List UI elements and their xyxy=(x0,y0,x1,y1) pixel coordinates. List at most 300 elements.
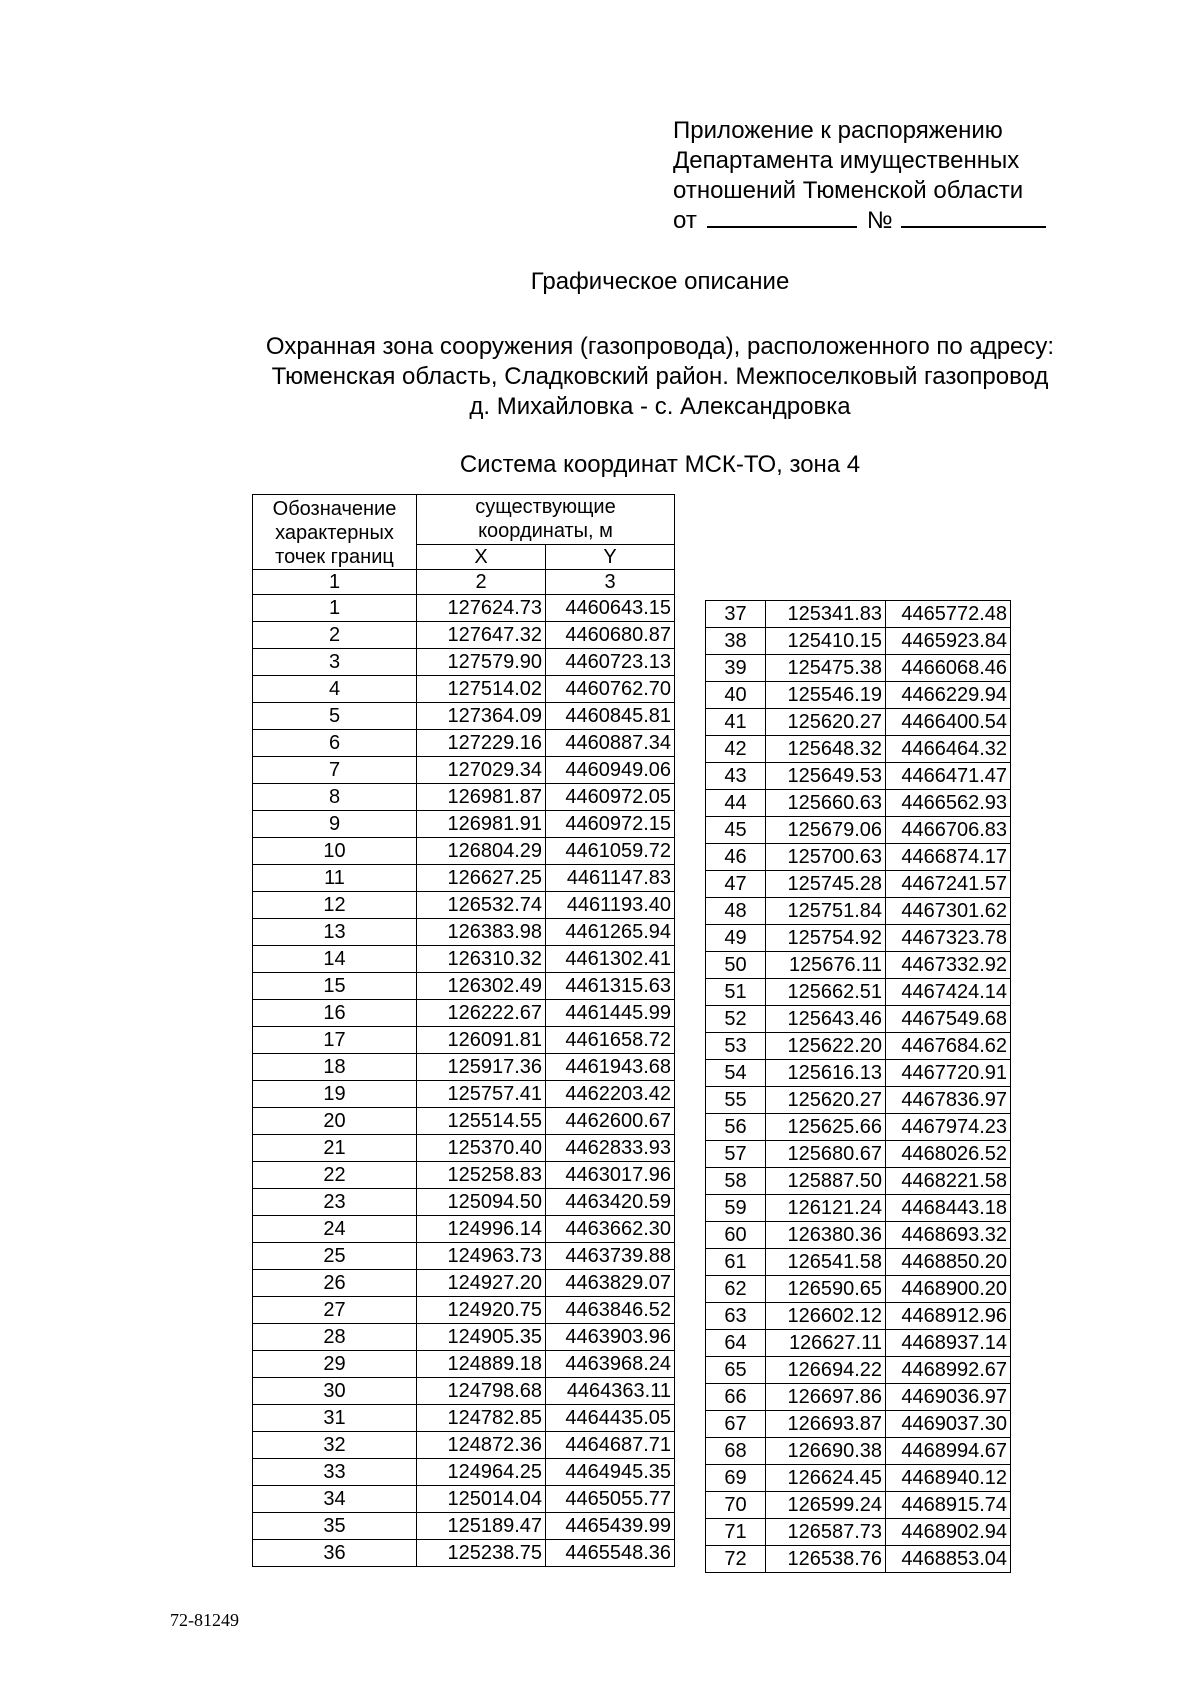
point-number-cell: 29 xyxy=(253,1351,417,1378)
table-row xyxy=(706,1195,1011,1222)
x-coordinate-cell: 126587.73 xyxy=(766,1519,886,1546)
table-row xyxy=(706,1087,1011,1114)
point-number-cell: 46 xyxy=(706,844,766,871)
y-coordinate-cell: 4466464.32 xyxy=(886,736,1011,763)
y-coordinate-cell: 4468937.14 xyxy=(886,1330,1011,1357)
table-row xyxy=(253,1243,675,1270)
point-number-cell: 30 xyxy=(253,1378,417,1405)
point-number-cell: 55 xyxy=(706,1087,766,1114)
point-number-cell: 24 xyxy=(253,1216,417,1243)
point-number-cell: 38 xyxy=(706,628,766,655)
x-coordinate-cell: 126694.22 xyxy=(766,1357,886,1384)
table-row xyxy=(706,736,1011,763)
point-number-cell: 16 xyxy=(253,1000,417,1027)
table-row xyxy=(253,1540,675,1567)
table-row xyxy=(706,1546,1011,1573)
x-coordinate-cell: 126602.12 xyxy=(766,1303,886,1330)
subject-line-2: Тюменская область, Сладковский район. Межпоселковый газопровод xyxy=(271,363,1049,390)
x-coordinate-cell: 124963.73 xyxy=(417,1243,546,1270)
y-coordinate-cell: 4463017.96 xyxy=(546,1162,675,1189)
x-coordinate-cell: 124782.85 xyxy=(417,1405,546,1432)
table-row xyxy=(253,946,675,973)
point-number-cell: 66 xyxy=(706,1384,766,1411)
x-coordinate-cell: 127514.02 xyxy=(417,676,546,703)
x-coordinate-cell: 126532.74 xyxy=(417,892,546,919)
y-coordinate-cell: 4467836.97 xyxy=(886,1087,1011,1114)
header-x: X xyxy=(417,544,546,569)
table-row xyxy=(253,1513,675,1540)
y-coordinate-cell: 4467720.91 xyxy=(886,1060,1011,1087)
table-row xyxy=(253,622,675,649)
point-number-cell: 40 xyxy=(706,682,766,709)
table-header-row xyxy=(253,495,675,545)
x-coordinate-cell: 127029.34 xyxy=(417,757,546,784)
y-coordinate-cell: 4460680.87 xyxy=(546,622,675,649)
table-row xyxy=(253,1027,675,1054)
x-coordinate-cell: 125546.19 xyxy=(766,682,886,709)
table-row xyxy=(706,601,1011,628)
date-blank-field xyxy=(707,206,857,228)
y-coordinate-cell: 4463739.88 xyxy=(546,1243,675,1270)
y-coordinate-cell: 4467974.23 xyxy=(886,1114,1011,1141)
x-coordinate-cell: 125660.63 xyxy=(766,790,886,817)
point-number-cell: 48 xyxy=(706,898,766,925)
table-row xyxy=(706,1438,1011,1465)
table-row xyxy=(706,952,1011,979)
table-row xyxy=(253,1270,675,1297)
appendix-header xyxy=(673,116,1046,236)
table-row xyxy=(706,1465,1011,1492)
table-column-numbers-row xyxy=(253,570,675,595)
point-number-cell: 42 xyxy=(706,736,766,763)
x-coordinate-cell: 125676.11 xyxy=(766,952,886,979)
table-row xyxy=(706,763,1011,790)
point-number-cell: 6 xyxy=(253,730,417,757)
y-coordinate-cell: 4465772.48 xyxy=(886,601,1011,628)
y-coordinate-cell: 4466068.46 xyxy=(886,655,1011,682)
column-number-2: 2 xyxy=(417,570,546,595)
x-coordinate-cell: 125616.13 xyxy=(766,1060,886,1087)
y-coordinate-cell: 4466874.17 xyxy=(886,844,1011,871)
y-coordinate-cell: 4463420.59 xyxy=(546,1189,675,1216)
y-coordinate-cell: 4461193.40 xyxy=(546,892,675,919)
number-label: № xyxy=(866,207,893,234)
y-coordinate-cell: 4468221.58 xyxy=(886,1168,1011,1195)
x-coordinate-cell: 126121.24 xyxy=(766,1195,886,1222)
x-coordinate-cell: 124889.18 xyxy=(417,1351,546,1378)
y-coordinate-cell: 4465439.99 xyxy=(546,1513,675,1540)
x-coordinate-cell: 125649.53 xyxy=(766,763,886,790)
document-number: 72-81249 xyxy=(170,1610,239,1630)
x-coordinate-cell: 126981.87 xyxy=(417,784,546,811)
x-coordinate-cell: 125648.32 xyxy=(766,736,886,763)
table-row xyxy=(706,1492,1011,1519)
x-coordinate-cell: 127647.32 xyxy=(417,622,546,649)
table-row xyxy=(706,1006,1011,1033)
coordinates-table-right xyxy=(705,600,1011,1573)
y-coordinate-cell: 4461302.41 xyxy=(546,946,675,973)
point-number-cell: 71 xyxy=(706,1519,766,1546)
x-coordinate-cell: 125700.63 xyxy=(766,844,886,871)
y-coordinate-cell: 4464363.11 xyxy=(546,1378,675,1405)
point-number-cell: 70 xyxy=(706,1492,766,1519)
table-row xyxy=(253,1297,675,1324)
point-number-cell: 56 xyxy=(706,1114,766,1141)
table-row xyxy=(706,1276,1011,1303)
x-coordinate-cell: 126383.98 xyxy=(417,919,546,946)
header-coords: существующие координаты, м xyxy=(417,495,675,545)
y-coordinate-cell: 4461315.63 xyxy=(546,973,675,1000)
table-row xyxy=(253,1432,675,1459)
y-coordinate-cell: 4466229.94 xyxy=(886,682,1011,709)
x-coordinate-cell: 126599.24 xyxy=(766,1492,886,1519)
x-coordinate-cell: 126538.76 xyxy=(766,1546,886,1573)
table-row xyxy=(253,1189,675,1216)
table-row xyxy=(706,682,1011,709)
y-coordinate-cell: 4461658.72 xyxy=(546,1027,675,1054)
point-number-cell: 34 xyxy=(253,1486,417,1513)
point-number-cell: 44 xyxy=(706,790,766,817)
x-coordinate-cell: 125757.41 xyxy=(417,1081,546,1108)
x-coordinate-cell: 125754.92 xyxy=(766,925,886,952)
x-coordinate-cell: 126627.11 xyxy=(766,1330,886,1357)
x-coordinate-cell: 125887.50 xyxy=(766,1168,886,1195)
table-row xyxy=(253,1486,675,1513)
x-coordinate-cell: 124920.75 xyxy=(417,1297,546,1324)
x-coordinate-cell: 125514.55 xyxy=(417,1108,546,1135)
point-number-cell: 60 xyxy=(706,1222,766,1249)
table-row xyxy=(253,730,675,757)
table-row xyxy=(706,1330,1011,1357)
table-row xyxy=(706,925,1011,952)
point-number-cell: 14 xyxy=(253,946,417,973)
point-number-cell: 25 xyxy=(253,1243,417,1270)
y-coordinate-cell: 4461147.83 xyxy=(546,865,675,892)
y-coordinate-cell: 4468850.20 xyxy=(886,1249,1011,1276)
table-row xyxy=(706,1411,1011,1438)
point-number-cell: 12 xyxy=(253,892,417,919)
table-row xyxy=(706,1384,1011,1411)
y-coordinate-cell: 4468902.94 xyxy=(886,1519,1011,1546)
table-row xyxy=(253,757,675,784)
y-coordinate-cell: 4469036.97 xyxy=(886,1384,1011,1411)
appendix-date-number-line xyxy=(673,206,1046,236)
point-number-cell: 1 xyxy=(253,595,417,622)
point-number-cell: 11 xyxy=(253,865,417,892)
table-row xyxy=(253,1378,675,1405)
table-row xyxy=(706,709,1011,736)
y-coordinate-cell: 4460949.06 xyxy=(546,757,675,784)
y-coordinate-cell: 4461059.72 xyxy=(546,838,675,865)
y-coordinate-cell: 4466400.54 xyxy=(886,709,1011,736)
y-coordinate-cell: 4467549.68 xyxy=(886,1006,1011,1033)
x-coordinate-cell: 126693.87 xyxy=(766,1411,886,1438)
appendix-line-1: Приложение к распоряжению xyxy=(673,117,1003,144)
y-coordinate-cell: 4468994.67 xyxy=(886,1438,1011,1465)
table-row xyxy=(253,892,675,919)
x-coordinate-cell: 125475.38 xyxy=(766,655,886,682)
x-coordinate-cell: 125620.27 xyxy=(766,1087,886,1114)
y-coordinate-cell: 4468693.32 xyxy=(886,1222,1011,1249)
point-number-cell: 8 xyxy=(253,784,417,811)
table-row xyxy=(706,1060,1011,1087)
point-number-cell: 51 xyxy=(706,979,766,1006)
table-row xyxy=(253,1000,675,1027)
x-coordinate-cell: 125745.28 xyxy=(766,871,886,898)
x-coordinate-cell: 125410.15 xyxy=(766,628,886,655)
y-coordinate-cell: 4461943.68 xyxy=(546,1054,675,1081)
table-row xyxy=(706,1519,1011,1546)
y-coordinate-cell: 4460887.34 xyxy=(546,730,675,757)
point-number-cell: 3 xyxy=(253,649,417,676)
point-number-cell: 63 xyxy=(706,1303,766,1330)
x-coordinate-cell: 125679.06 xyxy=(766,817,886,844)
table-row xyxy=(706,1114,1011,1141)
x-coordinate-cell: 126222.67 xyxy=(417,1000,546,1027)
y-coordinate-cell: 4460972.15 xyxy=(546,811,675,838)
point-number-cell: 19 xyxy=(253,1081,417,1108)
point-number-cell: 69 xyxy=(706,1465,766,1492)
point-number-cell: 27 xyxy=(253,1297,417,1324)
y-coordinate-cell: 4463903.96 xyxy=(546,1324,675,1351)
y-coordinate-cell: 4468912.96 xyxy=(886,1303,1011,1330)
point-number-cell: 20 xyxy=(253,1108,417,1135)
point-number-cell: 68 xyxy=(706,1438,766,1465)
point-number-cell: 37 xyxy=(706,601,766,628)
x-coordinate-cell: 126804.29 xyxy=(417,838,546,865)
x-coordinate-cell: 125917.36 xyxy=(417,1054,546,1081)
y-coordinate-cell: 4460845.81 xyxy=(546,703,675,730)
y-coordinate-cell: 4468443.18 xyxy=(886,1195,1011,1222)
x-coordinate-cell: 126310.32 xyxy=(417,946,546,973)
coordinates-table-left xyxy=(252,494,675,1567)
point-number-cell: 47 xyxy=(706,871,766,898)
y-coordinate-cell: 4464945.35 xyxy=(546,1459,675,1486)
y-coordinate-cell: 4463846.52 xyxy=(546,1297,675,1324)
point-number-cell: 13 xyxy=(253,919,417,946)
point-number-cell: 35 xyxy=(253,1513,417,1540)
table-row xyxy=(253,1054,675,1081)
x-coordinate-cell: 127229.16 xyxy=(417,730,546,757)
y-coordinate-cell: 4467241.57 xyxy=(886,871,1011,898)
x-coordinate-cell: 126697.86 xyxy=(766,1384,886,1411)
number-blank-field xyxy=(901,206,1046,228)
x-coordinate-cell: 124996.14 xyxy=(417,1216,546,1243)
table-row xyxy=(253,1459,675,1486)
y-coordinate-cell: 4466706.83 xyxy=(886,817,1011,844)
y-coordinate-cell: 4468992.67 xyxy=(886,1357,1011,1384)
table-row xyxy=(253,1162,675,1189)
x-coordinate-cell: 125643.46 xyxy=(766,1006,886,1033)
column-number-3: 3 xyxy=(546,570,675,595)
y-coordinate-cell: 4467332.92 xyxy=(886,952,1011,979)
y-coordinate-cell: 4465923.84 xyxy=(886,628,1011,655)
point-number-cell: 61 xyxy=(706,1249,766,1276)
point-number-cell: 10 xyxy=(253,838,417,865)
y-coordinate-cell: 4464435.05 xyxy=(546,1405,675,1432)
table-row xyxy=(253,1324,675,1351)
y-coordinate-cell: 4468026.52 xyxy=(886,1141,1011,1168)
table-row xyxy=(706,1303,1011,1330)
x-coordinate-cell: 124927.20 xyxy=(417,1270,546,1297)
point-number-cell: 36 xyxy=(253,1540,417,1567)
table-row xyxy=(253,1081,675,1108)
point-number-cell: 15 xyxy=(253,973,417,1000)
x-coordinate-cell: 125625.66 xyxy=(766,1114,886,1141)
table-row xyxy=(706,1357,1011,1384)
y-coordinate-cell: 4467323.78 xyxy=(886,925,1011,952)
y-coordinate-cell: 4460723.13 xyxy=(546,649,675,676)
point-number-cell: 64 xyxy=(706,1330,766,1357)
point-number-cell: 72 xyxy=(706,1546,766,1573)
x-coordinate-cell: 125094.50 xyxy=(417,1189,546,1216)
table-row xyxy=(706,844,1011,871)
y-coordinate-cell: 4463662.30 xyxy=(546,1216,675,1243)
point-number-cell: 39 xyxy=(706,655,766,682)
x-coordinate-cell: 127624.73 xyxy=(417,595,546,622)
x-coordinate-cell: 126690.38 xyxy=(766,1438,886,1465)
document-title: Графическое описание xyxy=(530,268,790,295)
point-number-cell: 7 xyxy=(253,757,417,784)
table-row xyxy=(253,1135,675,1162)
x-coordinate-cell: 125662.51 xyxy=(766,979,886,1006)
x-coordinate-cell: 126091.81 xyxy=(417,1027,546,1054)
x-coordinate-cell: 124872.36 xyxy=(417,1432,546,1459)
table-row xyxy=(253,865,675,892)
x-coordinate-cell: 125189.47 xyxy=(417,1513,546,1540)
y-coordinate-cell: 4467424.14 xyxy=(886,979,1011,1006)
y-coordinate-cell: 4468915.74 xyxy=(886,1492,1011,1519)
y-coordinate-cell: 4460643.15 xyxy=(546,595,675,622)
table-row xyxy=(253,973,675,1000)
point-number-cell: 9 xyxy=(253,811,417,838)
y-coordinate-cell: 4462203.42 xyxy=(546,1081,675,1108)
column-number-1: 1 xyxy=(253,570,417,595)
point-number-cell: 32 xyxy=(253,1432,417,1459)
point-number-cell: 52 xyxy=(706,1006,766,1033)
y-coordinate-cell: 4466562.93 xyxy=(886,790,1011,817)
y-coordinate-cell: 4460972.05 xyxy=(546,784,675,811)
point-number-cell: 65 xyxy=(706,1357,766,1384)
x-coordinate-cell: 125238.75 xyxy=(417,1540,546,1567)
x-coordinate-cell: 126627.25 xyxy=(417,865,546,892)
point-number-cell: 33 xyxy=(253,1459,417,1486)
x-coordinate-cell: 125680.67 xyxy=(766,1141,886,1168)
subject-description xyxy=(0,332,1200,422)
header-points: Обозначение характерных точек границ xyxy=(253,495,417,570)
x-coordinate-cell: 125751.84 xyxy=(766,898,886,925)
table-row xyxy=(706,1033,1011,1060)
y-coordinate-cell: 4469037.30 xyxy=(886,1411,1011,1438)
y-coordinate-cell: 4468853.04 xyxy=(886,1546,1011,1573)
point-number-cell: 67 xyxy=(706,1411,766,1438)
coordinate-system-label: Система координат МСК-ТО, зона 4 xyxy=(459,451,861,478)
y-coordinate-cell: 4463829.07 xyxy=(546,1270,675,1297)
point-number-cell: 28 xyxy=(253,1324,417,1351)
x-coordinate-cell: 126624.45 xyxy=(766,1465,886,1492)
x-coordinate-cell: 125341.83 xyxy=(766,601,886,628)
point-number-cell: 62 xyxy=(706,1276,766,1303)
y-coordinate-cell: 4468900.20 xyxy=(886,1276,1011,1303)
point-number-cell: 26 xyxy=(253,1270,417,1297)
y-coordinate-cell: 4465548.36 xyxy=(546,1540,675,1567)
point-number-cell: 54 xyxy=(706,1060,766,1087)
table-row xyxy=(706,1249,1011,1276)
x-coordinate-cell: 125370.40 xyxy=(417,1135,546,1162)
point-number-cell: 2 xyxy=(253,622,417,649)
table-row xyxy=(706,1222,1011,1249)
point-number-cell: 43 xyxy=(706,763,766,790)
table-row xyxy=(706,1141,1011,1168)
table-row xyxy=(253,1351,675,1378)
subject-line-3: д. Михайловка - с. Александровка xyxy=(469,393,851,420)
x-coordinate-cell: 126380.36 xyxy=(766,1222,886,1249)
point-number-cell: 57 xyxy=(706,1141,766,1168)
x-coordinate-cell: 126981.91 xyxy=(417,811,546,838)
table-row xyxy=(706,898,1011,925)
table-row xyxy=(253,1108,675,1135)
table-row xyxy=(253,919,675,946)
point-number-cell: 23 xyxy=(253,1189,417,1216)
table-row xyxy=(706,1168,1011,1195)
x-coordinate-cell: 126541.58 xyxy=(766,1249,886,1276)
point-number-cell: 45 xyxy=(706,817,766,844)
y-coordinate-cell: 4464687.71 xyxy=(546,1432,675,1459)
point-number-cell: 58 xyxy=(706,1168,766,1195)
table-row xyxy=(706,790,1011,817)
point-number-cell: 49 xyxy=(706,925,766,952)
x-coordinate-cell: 124798.68 xyxy=(417,1378,546,1405)
table-row xyxy=(253,649,675,676)
appendix-line-3: отношений Тюменской области xyxy=(673,177,1024,204)
y-coordinate-cell: 4463968.24 xyxy=(546,1351,675,1378)
table-row xyxy=(253,676,675,703)
table-row xyxy=(706,628,1011,655)
y-coordinate-cell: 4468940.12 xyxy=(886,1465,1011,1492)
y-coordinate-cell: 4467684.62 xyxy=(886,1033,1011,1060)
y-coordinate-cell: 4462600.67 xyxy=(546,1108,675,1135)
table-row xyxy=(253,1405,675,1432)
table-row xyxy=(253,838,675,865)
table-row xyxy=(706,871,1011,898)
y-coordinate-cell: 4466471.47 xyxy=(886,763,1011,790)
x-coordinate-cell: 127364.09 xyxy=(417,703,546,730)
table-row xyxy=(253,784,675,811)
x-coordinate-cell: 124905.35 xyxy=(417,1324,546,1351)
table-row xyxy=(253,595,675,622)
x-coordinate-cell: 127579.90 xyxy=(417,649,546,676)
point-number-cell: 50 xyxy=(706,952,766,979)
header-y: Y xyxy=(546,544,675,569)
y-coordinate-cell: 4461445.99 xyxy=(546,1000,675,1027)
y-coordinate-cell: 4462833.93 xyxy=(546,1135,675,1162)
table-row xyxy=(253,811,675,838)
table-row xyxy=(706,817,1011,844)
point-number-cell: 41 xyxy=(706,709,766,736)
x-coordinate-cell: 125014.04 xyxy=(417,1486,546,1513)
x-coordinate-cell: 125620.27 xyxy=(766,709,886,736)
table-row xyxy=(706,655,1011,682)
point-number-cell: 18 xyxy=(253,1054,417,1081)
from-label: от xyxy=(673,207,697,234)
x-coordinate-cell: 124964.25 xyxy=(417,1459,546,1486)
point-number-cell: 21 xyxy=(253,1135,417,1162)
table-row xyxy=(253,703,675,730)
subject-line-1: Охранная зона сооружения (газопровода), расположенного по адресу: xyxy=(265,333,1055,360)
point-number-cell: 17 xyxy=(253,1027,417,1054)
y-coordinate-cell: 4460762.70 xyxy=(546,676,675,703)
y-coordinate-cell: 4461265.94 xyxy=(546,919,675,946)
